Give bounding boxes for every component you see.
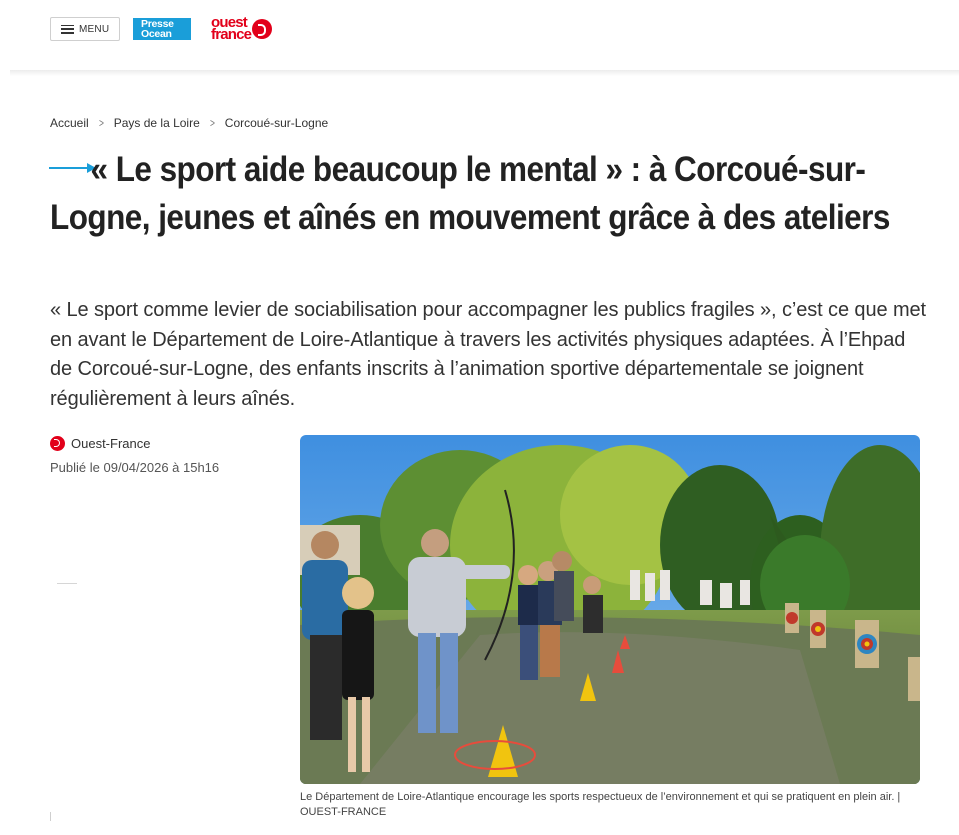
presse-ocean-logo-line2: Ocean (141, 27, 172, 40)
article-photo-illustration (300, 435, 920, 784)
breadcrumb-item-corcoue-sur-logne[interactable]: Corcoué-sur-Logne (224, 116, 329, 130)
ouest-france-logo-line2: france (211, 26, 252, 43)
article-title: « Le sport aide beaucoup le mental » : à Corcoué-sur-Logne, jeunes et aînés en mouvement grâce à des ateliers (50, 150, 890, 237)
divider-tick (50, 812, 51, 821)
ouest-france-logo[interactable] (211, 16, 272, 42)
ouest-france-logo-line1: ouest (211, 14, 248, 31)
header-shadow (10, 70, 959, 76)
article-lead: « Le sport comme levier de sociabilisation pour accompagner les publics fragiles », c’est ce que met en avant le Département de Loire-Atlantique à travers les activités physiques adaptées. À l’Ehpad de Corcoué-sur-Logne, des enfants inscrits à l’animation sportive départementale se joignent régulièrement à leurs aînés. (50, 299, 926, 410)
photo-caption: Le Département de Loire-Atlantique encourage les sports respectueux de l’environnement et qui se pratiquent en plein air. | OUEST-FRANCE (300, 791, 901, 818)
article-photo[interactable] (300, 435, 920, 784)
divider (57, 583, 77, 584)
chevron-right-icon: > (209, 116, 215, 130)
breadcrumb-item-accueil[interactable]: Accueil (50, 116, 89, 130)
presse-ocean-logo-line1: Presse (141, 18, 174, 30)
breadcrumb-item-pays-de-la-loire[interactable]: Pays de la Loire (113, 116, 200, 130)
ouest-france-icon (50, 436, 65, 451)
hamburger-icon (61, 25, 74, 34)
menu-label: MENU (79, 23, 110, 35)
chevron-right-icon: > (98, 116, 104, 130)
presse-ocean-logo[interactable] (133, 18, 191, 40)
breadcrumb (50, 116, 328, 130)
source-label: Ouest-France (71, 436, 151, 451)
article-source[interactable] (50, 436, 150, 451)
ouest-france-logo-text (211, 14, 252, 43)
ouest-france-logo-icon (252, 19, 272, 39)
menu-button[interactable] (50, 17, 120, 41)
publish-date: Publié le 09/04/2026 à 15h16 (50, 460, 220, 475)
site-header (0, 0, 959, 72)
